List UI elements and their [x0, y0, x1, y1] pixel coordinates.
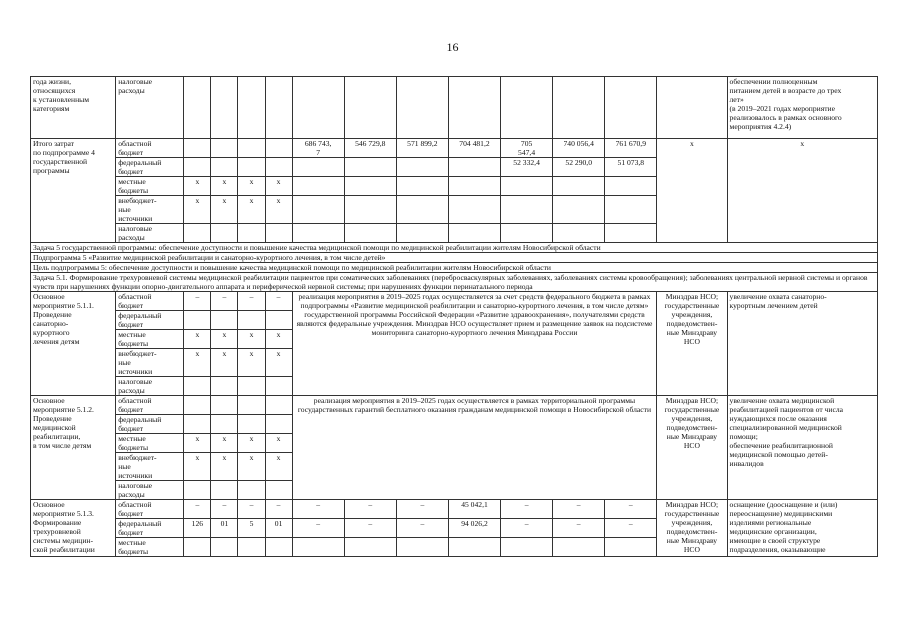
table-cell — [553, 538, 605, 557]
goal-heading: Цель подпрограммы 5: обеспечение доступности и повышение качества медицинской помощи по медицинской реабилитации жителям Новосибирской области — [31, 263, 878, 273]
table-cell — [211, 77, 238, 139]
table-cell: х — [265, 330, 292, 349]
expected-result: оснащение (дооснащение и (или) переоснащение) медицинскими изделиями региональные медицинские организации, имеющие в своей структуре подразделения, оказывающие — [727, 500, 877, 557]
executor: Минздрав НСО; государственные учреждения, подведомствен- ные Минздраву НСО — [657, 292, 727, 396]
table-row — [31, 292, 878, 311]
table-cell — [292, 158, 344, 177]
table-cell — [553, 177, 605, 196]
table-cell — [265, 158, 292, 177]
table-cell — [184, 415, 211, 434]
table-cell — [265, 481, 292, 500]
table-cell — [396, 196, 448, 224]
measure-title: Основное мероприятие 5.1.1. Проведение санаторно- курортного лечения детям — [31, 292, 116, 396]
program-table — [30, 76, 878, 557]
table-cell — [184, 77, 211, 139]
executor: х — [657, 139, 727, 243]
amount-cell: 52 290,0 — [553, 158, 605, 177]
table-cell — [211, 311, 238, 330]
funding-source: федеральный бюджет — [116, 415, 184, 434]
table-cell — [448, 158, 500, 177]
expected-result: увеличение охвата медицинской реабилитацией пациентов от числа нуждающихся после оказания специализированной медицинской помощи; обеспечение реабилитационной медицинской помощью детей- инвалидов — [727, 396, 877, 500]
table-cell: х — [184, 196, 211, 224]
table-cell — [396, 158, 448, 177]
table-cell — [211, 415, 238, 434]
table-cell — [605, 538, 657, 557]
table-cell — [605, 177, 657, 196]
table-cell: – — [184, 292, 211, 311]
table-row — [31, 273, 878, 292]
executor: Минздрав НСО; государственные учреждения, подведомствен- ные Минздраву НСО — [657, 500, 727, 557]
table-cell — [553, 224, 605, 243]
table-cell: х — [184, 330, 211, 349]
table-cell: – — [501, 500, 553, 519]
table-cell — [211, 396, 238, 415]
amount-cell: 571 899,2 — [396, 139, 448, 158]
table-cell: – — [211, 292, 238, 311]
table-cell — [448, 196, 500, 224]
table-cell — [501, 224, 553, 243]
table-cell: х — [184, 349, 211, 377]
amount-cell: 761 670,9 — [605, 139, 657, 158]
amount-cell: 52 332,4 — [501, 158, 553, 177]
amount-cell: 705 547,4 — [501, 139, 553, 158]
task-heading: Задача 5 государственной программы: обеспечение доступности и повышение качества медицинской помощи по медицинской реабилитации жителям Новосибирской области — [31, 243, 878, 253]
table-cell — [292, 77, 344, 139]
table-cell — [184, 396, 211, 415]
table-cell: х — [211, 453, 238, 481]
table-cell — [265, 77, 292, 139]
table-cell: – — [238, 500, 265, 519]
table-cell — [448, 177, 500, 196]
table-cell — [238, 396, 265, 415]
table-cell — [292, 538, 344, 557]
table-cell: х — [265, 349, 292, 377]
table-cell: х — [265, 196, 292, 224]
table-row — [31, 500, 878, 519]
funding-source: внебюджет- ные источники — [116, 453, 184, 481]
table-cell — [211, 139, 238, 158]
table-row — [31, 253, 878, 263]
table-cell — [265, 538, 292, 557]
table-cell — [184, 481, 211, 500]
table-cell: х — [238, 196, 265, 224]
table-cell: – — [396, 500, 448, 519]
executor: Минздрав НСО; государственные учреждения, подведомствен- ные Минздраву НСО — [657, 396, 727, 500]
table-cell: х — [184, 434, 211, 453]
table-cell — [501, 177, 553, 196]
table-cell — [605, 224, 657, 243]
funding-source: местные бюджеты — [116, 177, 184, 196]
table-cell: – — [292, 519, 344, 538]
table-cell: 5 — [238, 519, 265, 538]
table-cell: х — [211, 330, 238, 349]
table-cell: х — [211, 349, 238, 377]
subprogram-heading: Подпрограмма 5 «Развитие медицинской реабилитации и санаторно-курортного лечения, в том числе детей» — [31, 253, 878, 263]
table-cell — [265, 224, 292, 243]
implementation-note: реализация мероприятия в 2019–2025 годах осуществляется за счет средств федерального бюджета в рамках подпрограммы «Развитие медицинской реабилитации и санаторно-курортного лечения, в том числе детям» государственной программы Российской Федерации «Развитие здравоохранения», получателями средств являются федеральные учреждения. Минздрав НСО осуществляет прием и размещение заявок на подсистеме мониторинга санаторно-курортного лечения Минздрава России — [292, 292, 657, 396]
amount-cell: 686 743, 7 — [292, 139, 344, 158]
funding-source: областной бюджет — [116, 292, 184, 311]
table-cell: х — [265, 453, 292, 481]
table-cell: х — [265, 434, 292, 453]
amount-cell: 45 042,1 — [448, 500, 500, 519]
table-cell — [553, 196, 605, 224]
table-cell — [605, 77, 657, 139]
table-row — [31, 396, 878, 415]
table-cell — [211, 538, 238, 557]
amount-cell: 740 056,4 — [553, 139, 605, 158]
table-cell: – — [605, 500, 657, 519]
measure-title: Основное мероприятие 5.1.3. Формирование трехуровневой системы медицин- ской реабилитации — [31, 500, 116, 557]
table-cell: – — [396, 519, 448, 538]
table-cell: 01 — [265, 519, 292, 538]
table-cell — [265, 415, 292, 434]
task-heading: Задача 5.1. Формирование трехуровневой системы медицинской реабилитации пациентов при соматических заболеваниях (перебросваскулярных заболеваниях, заболеваниях системы кровообращения); заболеваниях центральной нервной системы и органов чувств при нарушениях функции опорно-двигательного аппарата и периферической нервной системы; при нарушениях функции перинатального периода — [31, 273, 878, 292]
table-cell — [184, 158, 211, 177]
table-cell: – — [501, 519, 553, 538]
table-cell: – — [553, 500, 605, 519]
implementation-note: реализация мероприятия в 2019–2025 годах осуществляется в рамках территориальной программы государственных гарантий бесплатного оказания гражданам медицинской помощи в Новосибирской области — [292, 396, 657, 500]
table-cell — [184, 311, 211, 330]
table-row — [31, 77, 878, 139]
table-cell — [292, 177, 344, 196]
table-row — [31, 263, 878, 273]
table-cell — [184, 538, 211, 557]
table-cell — [238, 415, 265, 434]
funding-source: федеральный бюджет — [116, 311, 184, 330]
funding-source: налоговые расходы — [116, 77, 184, 139]
table-cell — [605, 196, 657, 224]
table-cell — [265, 311, 292, 330]
table-cell — [344, 196, 396, 224]
table-cell: 01 — [211, 519, 238, 538]
table-cell: х — [211, 434, 238, 453]
table-cell: 126 — [184, 519, 211, 538]
table-cell — [238, 311, 265, 330]
table-cell — [211, 377, 238, 396]
funding-source: местные бюджеты — [116, 330, 184, 349]
measure-title: Итого затрат по подпрограмме 4 государственной программы — [31, 139, 116, 243]
funding-source: налоговые расходы — [116, 377, 184, 396]
measure-title: года жизни, относящихся к установленным категориям — [31, 77, 116, 139]
table-cell — [292, 196, 344, 224]
table-cell: х — [238, 453, 265, 481]
table-cell — [238, 538, 265, 557]
table-cell — [344, 538, 396, 557]
table-cell — [501, 196, 553, 224]
table-cell: х — [238, 349, 265, 377]
table-cell — [184, 377, 211, 396]
table-cell — [396, 224, 448, 243]
table-cell: х — [238, 434, 265, 453]
table-cell — [238, 377, 265, 396]
table-row — [31, 139, 878, 158]
table-cell: – — [184, 500, 211, 519]
table-cell — [292, 224, 344, 243]
funding-source: внебюджет- ные источники — [116, 349, 184, 377]
table-cell: – — [553, 519, 605, 538]
table-cell — [344, 224, 396, 243]
table-cell — [448, 224, 500, 243]
table-row — [31, 243, 878, 253]
table-cell: х — [265, 177, 292, 196]
expected-result: увеличение охвата санаторно- курортным лечением детей — [727, 292, 877, 396]
amount-cell: 94 026,2 — [448, 519, 500, 538]
expected-result: обеспечении полноценным питанием детей в возрасте до трех лет» (в 2019–2021 годах мероприятие реализовалось в рамках основного мероприятия 4.2.4) — [727, 77, 877, 139]
funding-source: местные бюджеты — [116, 538, 184, 557]
table-cell: х — [184, 453, 211, 481]
page-number: 16 — [446, 40, 459, 54]
funding-source: областной бюджет — [116, 500, 184, 519]
amount-cell: 546 729,8 — [344, 139, 396, 158]
table-cell — [657, 77, 727, 139]
table-cell — [238, 158, 265, 177]
amount-cell: 51 073,8 — [605, 158, 657, 177]
table-cell: – — [344, 500, 396, 519]
table-cell: – — [344, 519, 396, 538]
table-cell — [211, 158, 238, 177]
table-cell: – — [292, 500, 344, 519]
table-cell — [238, 77, 265, 139]
table-cell: – — [238, 292, 265, 311]
amount-cell: 704 481,2 — [448, 139, 500, 158]
funding-source: областной бюджет — [116, 396, 184, 415]
table-cell — [448, 538, 500, 557]
table-cell — [265, 139, 292, 158]
table-cell — [211, 481, 238, 500]
table-cell: х — [238, 330, 265, 349]
funding-source: налоговые расходы — [116, 224, 184, 243]
table-cell — [344, 77, 396, 139]
funding-source: федеральный бюджет — [116, 519, 184, 538]
table-cell — [184, 224, 211, 243]
table-cell — [238, 224, 265, 243]
table-cell: – — [605, 519, 657, 538]
table-cell — [396, 77, 448, 139]
funding-source: налоговые расходы — [116, 481, 184, 500]
table-cell: х — [184, 177, 211, 196]
table-cell: – — [265, 500, 292, 519]
table-cell: х — [238, 177, 265, 196]
table-cell: – — [265, 292, 292, 311]
table-cell — [553, 77, 605, 139]
table-cell — [344, 177, 396, 196]
table-cell — [265, 377, 292, 396]
table-cell: х — [211, 196, 238, 224]
table-cell — [396, 538, 448, 557]
measure-title: Основное мероприятие 5.1.2. Проведение медицинской реабилитации, в том числе детям — [31, 396, 116, 500]
table-cell — [448, 77, 500, 139]
table-cell — [344, 158, 396, 177]
table-cell — [238, 139, 265, 158]
funding-source: областной бюджет — [116, 139, 184, 158]
table-cell — [184, 139, 211, 158]
table-cell — [211, 224, 238, 243]
table-cell: х — [211, 177, 238, 196]
table-cell — [265, 396, 292, 415]
funding-source: местные бюджеты — [116, 434, 184, 453]
table-cell — [501, 77, 553, 139]
table-cell — [501, 538, 553, 557]
table-cell — [238, 481, 265, 500]
funding-source: внебюджет- ные источники — [116, 196, 184, 224]
expected-result: х — [727, 139, 877, 243]
table-cell: – — [211, 500, 238, 519]
table-cell — [396, 177, 448, 196]
funding-source: федеральный бюджет — [116, 158, 184, 177]
